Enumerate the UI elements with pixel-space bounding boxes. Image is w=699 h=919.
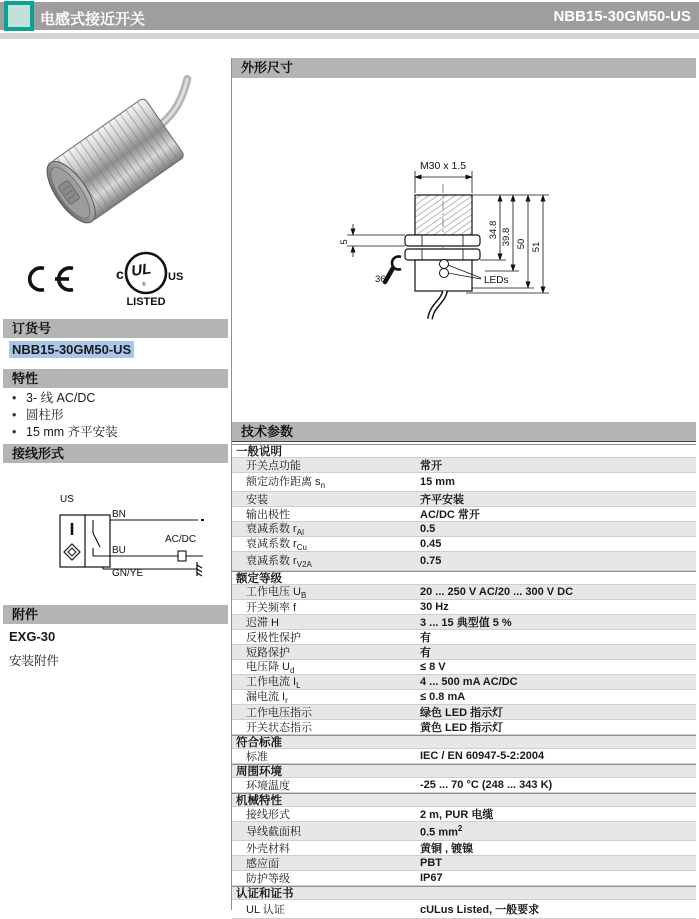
row-label: 导线截面积 bbox=[246, 826, 301, 838]
row-label: 工作电流 $I_L$ bbox=[246, 676, 301, 691]
table-row bbox=[232, 690, 696, 705]
row-value: -25 ... 70 °C (248 ... 343 K) bbox=[420, 779, 553, 791]
row-label: 输出极性 bbox=[246, 509, 290, 521]
page-header bbox=[0, 2, 699, 30]
table-row bbox=[232, 705, 696, 720]
row-label: 感应面 bbox=[246, 858, 279, 870]
nut-2 bbox=[405, 249, 480, 260]
row-label: 衰减系数 $r_{Al}$ bbox=[246, 523, 304, 538]
leds-label: LEDs bbox=[484, 275, 509, 286]
wire-acdc-label: AC/DC bbox=[165, 534, 197, 545]
nut-1 bbox=[405, 235, 480, 246]
row-value: PBT bbox=[420, 857, 442, 869]
row-label: 迟滞 H bbox=[246, 617, 279, 629]
row-value: 绿色 LED 指示灯 bbox=[420, 707, 504, 719]
row-value: 4 ... 500 mA AC/DC bbox=[420, 676, 518, 688]
header-part-number: NBB15-30GM50-US bbox=[553, 8, 691, 25]
dimension-drawing bbox=[325, 158, 645, 320]
tech-table bbox=[232, 444, 696, 919]
ul-c-label: c bbox=[116, 266, 124, 282]
dim-348: 34.8 bbox=[488, 220, 499, 240]
row-label: 电压降 $U_d$ bbox=[246, 661, 295, 676]
ul-letters: UL bbox=[130, 260, 153, 280]
table-row bbox=[232, 871, 696, 886]
table-row bbox=[232, 537, 696, 552]
row-value: 有 bbox=[420, 647, 431, 659]
row-label: 衰减系数 $r_{Cu}$ bbox=[246, 538, 307, 553]
feature-item: • 3- 线 AC/DC bbox=[9, 390, 118, 407]
row-value: 0.45 bbox=[420, 538, 442, 550]
dim-50: 50 bbox=[516, 238, 527, 250]
table-row bbox=[232, 630, 696, 645]
table-row bbox=[232, 778, 696, 793]
wire-gnye-label: GN/YE bbox=[112, 568, 144, 579]
wiring-us-label: US bbox=[60, 494, 74, 505]
diamond-symbol bbox=[64, 544, 80, 560]
features-list bbox=[9, 390, 118, 441]
row-value: 0.5 bbox=[420, 523, 436, 535]
table-section-row bbox=[232, 444, 696, 458]
row-value: 有 bbox=[420, 632, 431, 644]
table-row bbox=[232, 807, 696, 822]
feature-item: • 圆柱形 bbox=[9, 407, 118, 424]
table-row bbox=[232, 492, 696, 507]
brand-square-icon bbox=[4, 1, 34, 31]
accessory-model: EXG-30 bbox=[9, 629, 56, 644]
row-value: 2 m, PUR 电缆 bbox=[420, 809, 494, 821]
row-value: 常开 bbox=[420, 460, 442, 472]
row-value: 0.75 bbox=[420, 555, 442, 567]
features-section-header: 特性 bbox=[3, 369, 228, 388]
ul-us-label: US bbox=[168, 271, 184, 283]
switch-symbol bbox=[93, 533, 100, 547]
table-row bbox=[232, 585, 696, 600]
row-value: IP67 bbox=[420, 872, 443, 884]
ground-symbol bbox=[197, 562, 202, 576]
table-section-row bbox=[232, 735, 696, 749]
row-label: 接线形式 bbox=[246, 809, 290, 821]
row-label: 开关频率 f bbox=[246, 602, 297, 614]
wiring-diagram bbox=[45, 482, 220, 600]
table-row bbox=[232, 458, 696, 473]
section-label: 符合标准 bbox=[236, 737, 282, 749]
table-row bbox=[232, 900, 696, 919]
row-value: ≤ 8 V bbox=[420, 661, 446, 673]
section-label: 额定等级 bbox=[236, 573, 282, 585]
accessories-section-header: 附件 bbox=[3, 605, 228, 624]
section-label: 认证和证书 bbox=[236, 888, 294, 900]
product-photo bbox=[35, 68, 200, 243]
nut-width-dim: 5 bbox=[339, 239, 350, 245]
feature-item: • 15 mm 齐平安装 bbox=[9, 424, 118, 441]
row-label: 开关点功能 bbox=[246, 460, 301, 472]
wrench-size-dim: 36 bbox=[375, 274, 386, 285]
section-label: 周围环境 bbox=[236, 766, 282, 778]
ul-r-symbol: ® bbox=[142, 282, 146, 288]
ul-listed-label: LISTED bbox=[126, 296, 166, 308]
ul-listed-icon bbox=[108, 250, 184, 308]
row-label: 开关状态指示 bbox=[246, 722, 312, 734]
row-value: IEC / EN 60947-5-2:2004 bbox=[420, 750, 545, 762]
row-value: 黄色 LED 指示灯 bbox=[420, 722, 504, 734]
order-part-number: NBB15-30GM50-US bbox=[9, 342, 134, 357]
row-label: 工作电压 $U_B$ bbox=[246, 586, 307, 601]
row-value: 30 Hz bbox=[420, 601, 449, 613]
thread-dim-label: M30 x 1.5 bbox=[419, 160, 467, 172]
row-label: 额定动作距离 $s_n$ bbox=[246, 476, 326, 491]
table-section-row bbox=[232, 793, 696, 807]
row-value: 3 ... 15 典型值 5 % bbox=[420, 617, 512, 629]
row-value: 黄铜 , 镀镍 bbox=[420, 843, 474, 855]
wrench-icon bbox=[385, 257, 401, 283]
row-value: ≤ 0.8 mA bbox=[420, 691, 466, 703]
accessory-description: 安装附件 bbox=[9, 654, 60, 668]
header-substrip bbox=[0, 33, 699, 39]
section-label: 一般说明 bbox=[236, 446, 282, 458]
wire-bu-label: BU bbox=[112, 545, 126, 556]
row-label: 漏电流 $I_r$ bbox=[246, 691, 288, 706]
table-row bbox=[232, 822, 696, 841]
row-value: 0.5 $mm^2$ bbox=[420, 823, 463, 839]
table-row bbox=[232, 720, 696, 735]
table-section-row bbox=[232, 886, 696, 900]
section-label: 机械特性 bbox=[236, 795, 282, 807]
row-value: 15 mm bbox=[420, 476, 455, 488]
wire-bn-label: BN bbox=[112, 509, 126, 520]
table-row bbox=[232, 841, 696, 856]
row-value: AC/DC 常开 bbox=[420, 509, 480, 521]
row-label: UL 认证 bbox=[246, 904, 285, 916]
table-row bbox=[232, 473, 696, 492]
row-value: cULus Listed, 一般要求 bbox=[420, 904, 540, 916]
dim-398: 39.8 bbox=[501, 227, 512, 247]
row-label: 短路保护 bbox=[246, 647, 290, 659]
table-row bbox=[232, 856, 696, 871]
tech-section-header: 技术参数 bbox=[232, 422, 696, 442]
row-value: 齐平安装 bbox=[420, 494, 464, 506]
row-label: 环境温度 bbox=[246, 780, 290, 792]
dim-51: 51 bbox=[531, 241, 542, 253]
row-value: 20 ... 250 V AC/20 ... 300 V DC bbox=[420, 586, 574, 598]
table-row bbox=[232, 615, 696, 630]
row-label: 安装 bbox=[246, 494, 268, 506]
table-section-row bbox=[232, 764, 696, 778]
ce-mark-icon bbox=[24, 262, 80, 296]
row-label: 标准 bbox=[246, 751, 268, 763]
table-row bbox=[232, 600, 696, 615]
row-label: 防护等级 bbox=[246, 873, 290, 885]
table-row bbox=[232, 749, 696, 764]
row-label: 工作电压指示 bbox=[246, 707, 312, 719]
row-label: 外壳材料 bbox=[246, 843, 290, 855]
connection-section-header: 接线形式 bbox=[3, 444, 228, 463]
page-title: 电感式接近开关 bbox=[40, 11, 146, 28]
row-label: 衰减系数 $r_{V2A}$ bbox=[246, 555, 312, 570]
load-symbol bbox=[178, 551, 186, 561]
order-number-section-header: 订货号 bbox=[3, 319, 228, 338]
row-label: 反极性保护 bbox=[246, 632, 301, 644]
dimensions-section-header: 外形尺寸 bbox=[232, 58, 696, 78]
table-row bbox=[232, 552, 696, 571]
